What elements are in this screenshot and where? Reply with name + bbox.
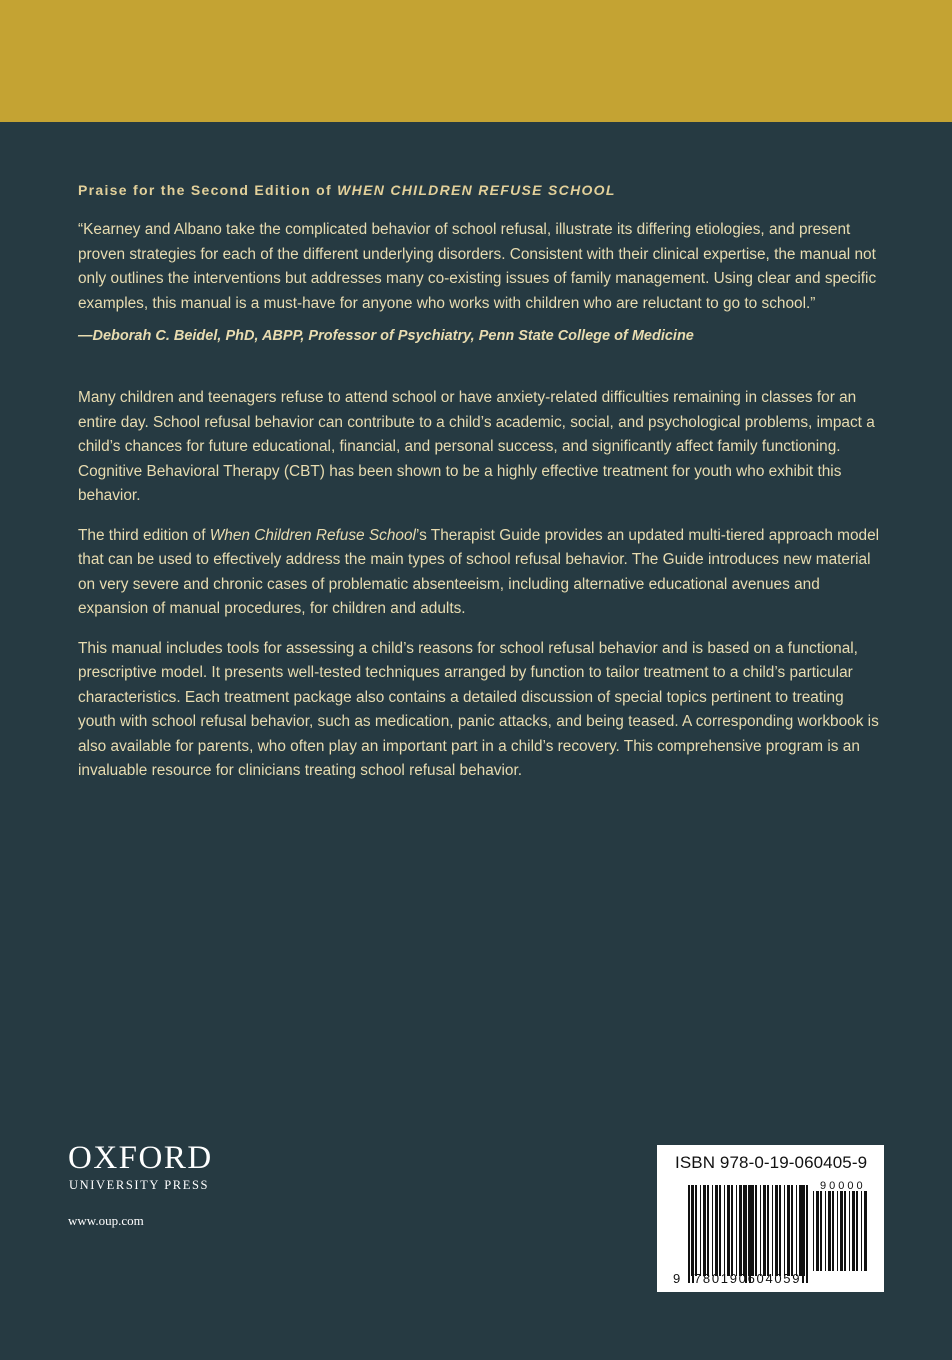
description-paragraph-1: Many children and teenagers refuse to attend school or have anxiety-related difficulties remaining in classes for an entire day. School refusal behavior can contribute to a child’s academic, social, and psychological problems, impact a child’s chances for future educational, financial, and personal success, and significantly affect family functioning. Cognitive Behavioral Therapy (CBT) has been shown to be a highly effective treatment for youth who exhibit this behavior. — [78, 389, 875, 504]
barcode-bar — [787, 1185, 790, 1276]
endorsement-quote: “Kearney and Albano take the complicated behavior of school refusal, illustrate its differing etiologies, and present proven strategies for each of the different underlying disorders. Consistent with their clinical expertise, the manual not only outlines the interventions but addresses many co-existing issues of family management. Using clear and specific examples, this manual is a must-have for anyone who works with children who are reluctant to go to school.” — [78, 221, 877, 312]
barcode-bar — [755, 1185, 757, 1276]
barcode-graphic — [657, 1145, 884, 1292]
addon-barcode-bar — [849, 1191, 850, 1271]
addon-barcode-bar — [844, 1191, 846, 1271]
addon-barcode-bar — [837, 1191, 838, 1271]
price-code-digits: 90000 — [820, 1180, 866, 1192]
addon-barcode-bar — [861, 1191, 862, 1271]
barcode-bar — [772, 1185, 773, 1276]
addon-barcode-bar — [813, 1191, 814, 1271]
barcode-guard-bar — [692, 1185, 694, 1283]
publisher-logo — [68, 1140, 213, 1229]
addon-barcode-bar — [852, 1191, 855, 1271]
addon-barcode-bar — [840, 1191, 843, 1271]
barcode-bar — [763, 1185, 766, 1276]
barcode-bar — [760, 1185, 761, 1276]
addon-barcode-bar — [864, 1191, 867, 1271]
isbn-barcode-box — [657, 1145, 884, 1292]
barcode-bar — [799, 1185, 802, 1276]
praise-heading-prefix: Praise for the Second Edition of — [78, 182, 338, 198]
barcode-bar — [707, 1185, 709, 1276]
publisher-url: www.oup.com — [68, 1213, 144, 1228]
barcode-bar — [727, 1185, 730, 1276]
barcode-bar — [712, 1185, 713, 1276]
barcode-bar — [779, 1185, 781, 1276]
book-title-italic: When Children Refuse School — [209, 526, 416, 544]
description-paragraph-2 — [78, 524, 884, 622]
barcode-bar — [743, 1185, 745, 1276]
barcode-bar — [719, 1185, 721, 1276]
addon-barcode-bar — [825, 1191, 826, 1271]
barcode-bar — [796, 1185, 797, 1276]
barcode-bar — [748, 1185, 749, 1276]
barcode-guard-bar — [802, 1185, 804, 1283]
barcode-guard-bar — [749, 1185, 751, 1283]
barcode-bar — [724, 1185, 725, 1276]
barcode-guard-bar — [745, 1185, 747, 1283]
barcode-bar — [775, 1185, 778, 1276]
barcode-bar — [703, 1185, 706, 1276]
barcode-bar — [715, 1185, 718, 1276]
addon-barcode-bar — [856, 1191, 858, 1271]
barcode-bar — [736, 1185, 737, 1276]
back-cover-text — [78, 178, 884, 799]
description-paragraph-3: This manual includes tools for assessing a child’s reasons for school refusal behavior and is based on a functional, prescriptive model. It presents well-tested techniques arranged by function to tailor treatment to a child’s particular characteristics. Each treatment package also contains a detailed discussion of special topics pertinent to treating youth with school refusal behavior, such as medication, panic attacks, and being teased. A corresponding workbook is also available for parents, who often play an important part in a child’s recovery. This comprehensive program is an invaluable resource for clinicians treating school refusal behavior. — [78, 639, 879, 779]
praise-heading-title: WHEN CHILDREN REFUSE SCHOOL — [337, 182, 616, 198]
addon-barcode-bar — [832, 1191, 834, 1271]
endorsement-attribution: —Deborah C. Beidel, PhD, ABPP, Professor of Psychiatry, Penn State College of Medicine — [78, 328, 694, 344]
publisher-subtitle: UNIVERSITY PRESS — [69, 1178, 210, 1192]
barcode-bar — [731, 1185, 733, 1276]
isbn-label: ISBN 978-0-19-060405-9 — [675, 1153, 868, 1172]
addon-barcode-bar — [820, 1191, 822, 1271]
barcode-bar — [791, 1185, 793, 1276]
barcode-digits: 780190604059 — [694, 1271, 802, 1286]
barcode-bar — [739, 1185, 742, 1276]
barcode-bar — [767, 1185, 769, 1276]
barcode-bar — [700, 1185, 701, 1276]
barcode-bar — [695, 1185, 697, 1276]
barcode-guard-bar — [806, 1185, 808, 1283]
addon-barcode-bar — [816, 1191, 819, 1271]
publisher-name: OXFORD — [68, 1140, 213, 1176]
barcode-lead-digit: 9 — [673, 1271, 681, 1286]
barcode-bar — [784, 1185, 785, 1276]
paragraph-2-suffix: ’s Therapist Guide provides an updated multi-tiered approach model that can be used to effectively address the main types of school refusal behavior. The Guide introduces new material on very severe and chronic cases of problematic absenteeism, including alternative educational avenues and expansion of manual procedures, for children and adults. — [78, 526, 880, 617]
paragraph-2-prefix: The third edition of — [78, 526, 210, 544]
barcode-guard-bar — [688, 1185, 690, 1283]
barcode-bar — [751, 1185, 754, 1276]
addon-barcode-bar — [828, 1191, 831, 1271]
praise-heading — [78, 178, 884, 202]
top-color-band — [0, 0, 952, 122]
